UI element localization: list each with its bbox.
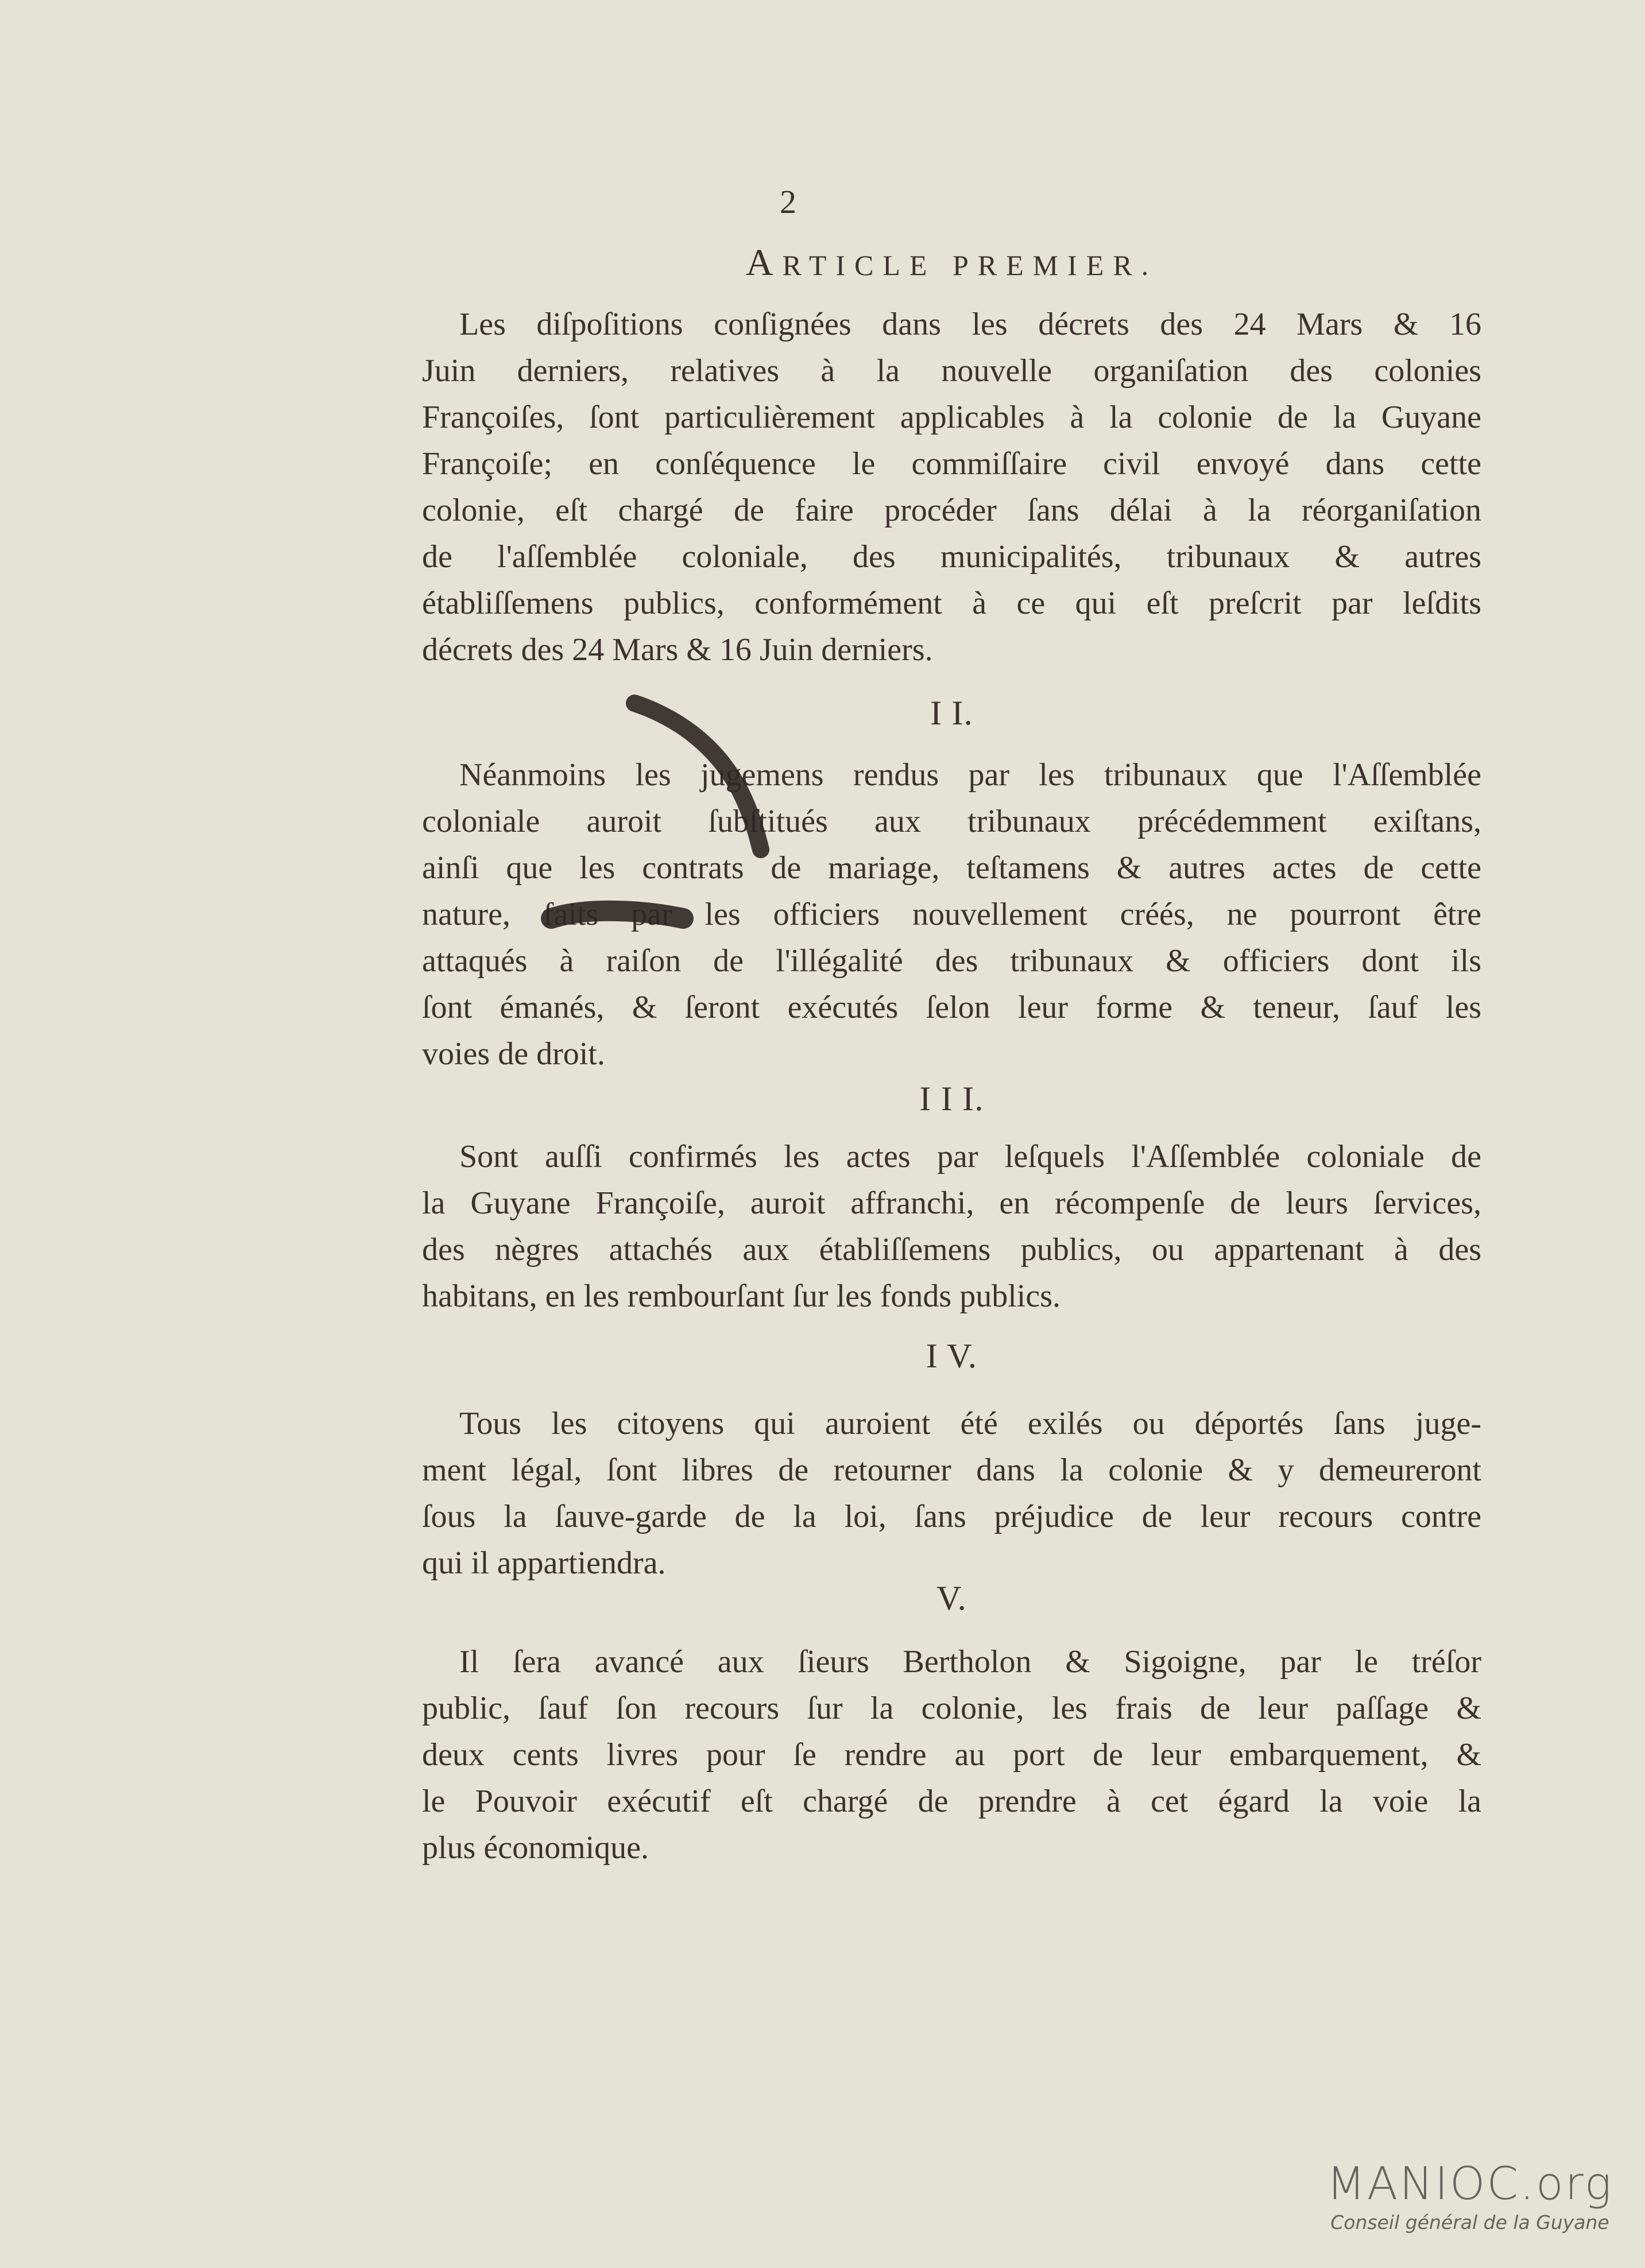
article-5-paragraph [422,1639,1481,1871]
text-line: Françoiſe; en conſéquence le commiſſaire civil envoyé dans cette [422,446,1481,482]
text-line: ainſi que les contrats de mariage, teſtamens & autres actes de cette [422,850,1481,886]
text-line: établiſſemens publics, conformément à ce qui eſt preſcrit par leſdits [422,586,1481,621]
text-line: voies de droit. [422,1036,605,1072]
text-line: Les diſpoſitions conſignées dans les décrets des 24 Mars & 16 [459,307,1481,342]
text-line: des nègres attachés aux établiſſemens publics, ou appartenant à des [422,1232,1481,1267]
text-line: nature, faits par les officiers nouvellement créés, ne pourront être [422,897,1481,932]
text-line: ſont émanés, & ſeront exécutés ſelon leur forme & teneur, ſauf les [422,990,1481,1025]
text-line: ment légal, ſont libres de retourner dans la colonie & y demeureront [422,1452,1481,1488]
text-line: Sont auſſi confirmés les actes par leſquels l'Aſſemblée coloniale de [459,1139,1481,1174]
text-line: Néanmoins les jugemens rendus par les tribunaux que l'Aſſemblée [459,757,1481,793]
text-line: Il ſera avancé aux ſieurs Bertholon & Sigoigne, par le tréſor [459,1644,1481,1680]
text-line: la Guyane Françoiſe, auroit affranchi, en récompenſe de leurs ſervices, [422,1185,1481,1221]
article-3-paragraph [422,1134,1481,1320]
manioc-watermark: MANIOC.org Conseil général de la Guyane [1326,2158,1613,2234]
text-line: Juin derniers, relatives à la nouvelle organiſation des colonies [422,353,1481,389]
article-4-paragraph [422,1401,1481,1587]
text-line: deux cents livres pour ſe rendre au port de leur embarquement, & [422,1737,1481,1773]
text-line: de l'aſſemblée coloniale, des municipalités, tribunaux & autres [422,539,1481,575]
text-line: décrets des 24 Mars & 16 Juin derniers. [422,632,933,668]
article-1-paragraph [422,301,1481,673]
article-title: ARTICLE PREMIER. [745,242,1158,284]
text-line: coloniale auroit ſubſtitués aux tribunaux précédemment exiſtans, [422,804,1481,839]
text-line: qui il appartiendra. [422,1545,666,1581]
text-line: ſous la ſauve-garde de la loi, ſans préjudice de leur recours contre [422,1499,1481,1534]
article-5-heading: V. [936,1579,967,1617]
article-3-heading: I I I. [919,1080,984,1118]
text-line: habitans, en les rembourſant ſur les fonds publics. [422,1278,1060,1314]
text-line: Tous les citoyens qui auroient été exilés ou déportés ſans juge- [459,1406,1481,1441]
page-number: 2 [780,183,796,220]
text-line: attaqués à raiſon de l'illégalité des tribunaux & officiers dont ils [422,943,1481,979]
text-line: Françoiſes, ſont particulièrement applicables à la colonie de la Guyane [422,400,1481,435]
text-line: plus économique. [422,1830,649,1866]
text-line: colonie, eſt chargé de faire procéder ſans délai à la réorganiſation [422,493,1481,528]
article-2-paragraph [422,752,1481,1077]
text-line: public, ſauf ſon recours ſur la colonie, les frais de leur paſſage & [422,1691,1481,1726]
article-4-heading: I V. [926,1337,978,1375]
article-2-heading: I I. [930,694,973,732]
text-line: le Pouvoir exécutif eſt chargé de prendre à cet égard la voie la [422,1784,1481,1819]
